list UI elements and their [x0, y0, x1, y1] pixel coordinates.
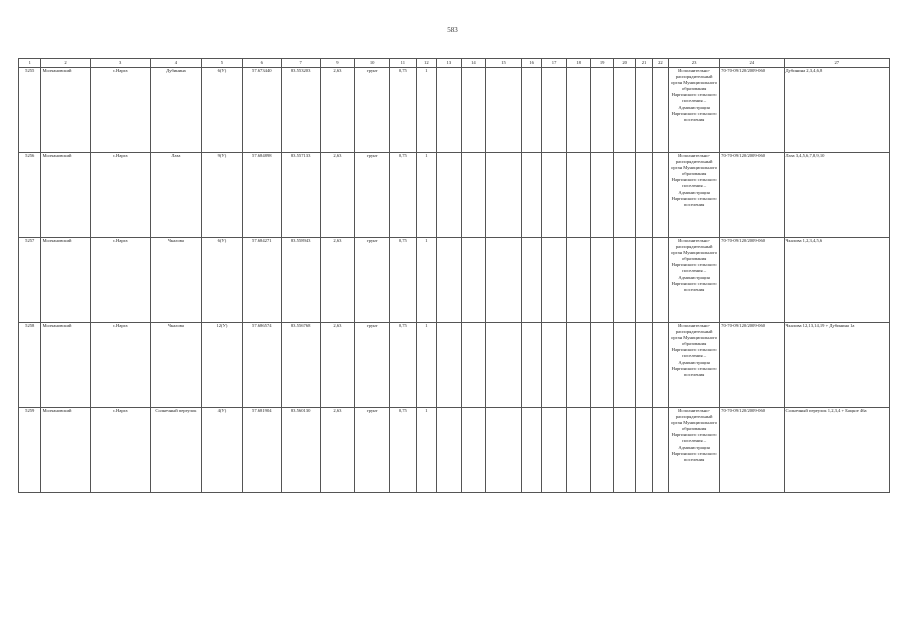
- cell-area: 2,63: [320, 323, 355, 408]
- cell-lon: 83.558943: [281, 238, 320, 323]
- cell-empty: [461, 408, 486, 493]
- cell-district: Молчановский: [41, 323, 90, 408]
- cell-empty: [591, 408, 613, 493]
- cell-district: Молчановский: [41, 68, 90, 153]
- cell-lat: 57.686574: [242, 323, 281, 408]
- cell-empty: [636, 153, 652, 238]
- cell-addresses: Лаза 3,4,5,6,7,8,9,10: [784, 153, 889, 238]
- cell-street: Чкалова: [150, 323, 201, 408]
- cell-reg: 70-70-09/120/2009-060: [720, 153, 784, 238]
- cell-count: 1: [416, 238, 436, 323]
- cell-settlement: с.Нарга: [90, 153, 150, 238]
- cell-reg: 70-70-09/120/2009-060: [720, 323, 784, 408]
- cell-empty: [521, 408, 541, 493]
- cell-empty: [591, 238, 613, 323]
- column-header: 2: [41, 59, 90, 68]
- cell-empty: [521, 323, 541, 408]
- cell-code: 9(У): [201, 153, 242, 238]
- cell-empty: [437, 408, 462, 493]
- table-row: [19, 238, 890, 323]
- cell-owner: Исполнительно-распорядительный орган Муниципального образования Наргинского сельского поселения – Администрация Наргинского сельского поселения: [669, 153, 720, 238]
- cell-empty: [652, 408, 668, 493]
- cell-empty: [613, 238, 635, 323]
- cell-lon: 83.560130: [281, 408, 320, 493]
- cell-empty: [461, 153, 486, 238]
- column-header: 17: [542, 59, 567, 68]
- cell-num: 5258: [19, 323, 41, 408]
- cell-count: 1: [416, 153, 436, 238]
- cell-empty: [636, 323, 652, 408]
- cell-empty: [542, 68, 567, 153]
- column-header: 22: [652, 59, 668, 68]
- column-header: 15: [486, 59, 522, 68]
- table-row: [19, 68, 890, 153]
- cell-reg: 70-70-09/120/2009-060: [720, 408, 784, 493]
- cell-num: 5259: [19, 408, 41, 493]
- table-row: [19, 408, 890, 493]
- cell-district: Молчановский: [41, 408, 90, 493]
- cell-empty: [542, 323, 567, 408]
- cell-empty: [542, 408, 567, 493]
- cell-empty: [461, 238, 486, 323]
- cell-district: Молчановский: [41, 238, 90, 323]
- cell-num: 5255: [19, 68, 41, 153]
- column-header: 16: [521, 59, 541, 68]
- cell-empty: [461, 323, 486, 408]
- cell-empty: [566, 153, 591, 238]
- column-header: 5: [201, 59, 242, 68]
- cell-count: 1: [416, 323, 436, 408]
- cell-empty: [613, 153, 635, 238]
- cell-lon: 83.553203: [281, 68, 320, 153]
- cell-lat: 57.684271: [242, 238, 281, 323]
- cell-code: 4(У): [201, 408, 242, 493]
- table-row: [19, 153, 890, 238]
- column-header: 18: [566, 59, 591, 68]
- cell-code: 6(У): [201, 238, 242, 323]
- cell-empty: [521, 68, 541, 153]
- cell-surface: грунт: [355, 408, 390, 493]
- cell-volume: 0,75: [390, 323, 417, 408]
- column-header: 14: [461, 59, 486, 68]
- cell-empty: [542, 238, 567, 323]
- cell-reg: 70-70-09/120/2009-060: [720, 238, 784, 323]
- cell-addresses: Солнечный переулок 1,2,3,4 + Бацкое 46а: [784, 408, 889, 493]
- column-header: 10: [355, 59, 390, 68]
- cell-street: Лаза: [150, 153, 201, 238]
- column-header: 4: [150, 59, 201, 68]
- cell-volume: 0,75: [390, 68, 417, 153]
- cell-lon: 83.557133: [281, 153, 320, 238]
- cell-empty: [521, 238, 541, 323]
- cell-reg: 70-70-09/120/2009-060: [720, 68, 784, 153]
- cell-lat: 57.684898: [242, 153, 281, 238]
- cell-empty: [566, 408, 591, 493]
- cell-lon: 83.556768: [281, 323, 320, 408]
- cell-volume: 0,75: [390, 238, 417, 323]
- cell-empty: [636, 68, 652, 153]
- cell-area: 2,63: [320, 68, 355, 153]
- cell-empty: [486, 153, 522, 238]
- column-header: 9: [320, 59, 355, 68]
- cell-empty: [613, 323, 635, 408]
- table-row: [19, 323, 890, 408]
- column-header: 21: [636, 59, 652, 68]
- cell-empty: [652, 68, 668, 153]
- cell-empty: [591, 68, 613, 153]
- cell-addresses: Чкалова 1,2,3,4,5,6: [784, 238, 889, 323]
- header-row: [19, 59, 890, 68]
- column-header: 13: [437, 59, 462, 68]
- cell-count: 1: [416, 408, 436, 493]
- cell-empty: [486, 238, 522, 323]
- cell-settlement: с.Нарга: [90, 408, 150, 493]
- column-header: 6: [242, 59, 281, 68]
- cell-empty: [636, 408, 652, 493]
- cell-area: 2,63: [320, 408, 355, 493]
- column-header: 19: [591, 59, 613, 68]
- cell-empty: [486, 408, 522, 493]
- cell-empty: [652, 153, 668, 238]
- cell-empty: [486, 323, 522, 408]
- cell-area: 2,63: [320, 153, 355, 238]
- cell-empty: [636, 238, 652, 323]
- column-header: 7: [281, 59, 320, 68]
- cell-street: Солнечный переулок: [150, 408, 201, 493]
- column-header: 23: [669, 59, 720, 68]
- cell-surface: грунт: [355, 323, 390, 408]
- cell-volume: 0,75: [390, 408, 417, 493]
- cell-empty: [437, 68, 462, 153]
- cell-street: Чкалова: [150, 238, 201, 323]
- cell-lat: 57.673440: [242, 68, 281, 153]
- cell-street: Дубинина: [150, 68, 201, 153]
- cell-code: 6(У): [201, 68, 242, 153]
- cell-surface: грунт: [355, 238, 390, 323]
- registry-table: [18, 58, 890, 493]
- cell-empty: [566, 323, 591, 408]
- column-header: 12: [416, 59, 436, 68]
- cell-empty: [461, 68, 486, 153]
- cell-empty: [591, 153, 613, 238]
- cell-owner: Исполнительно-распорядительный орган Муниципального образования Наргинского сельского поселения – Администрация Наргинского сельского поселения: [669, 238, 720, 323]
- cell-lat: 57.681904: [242, 408, 281, 493]
- column-header: 3: [90, 59, 150, 68]
- cell-surface: грунт: [355, 68, 390, 153]
- cell-owner: Исполнительно-распорядительный орган Муниципального образования Наргинского сельского поселения – Администрация Наргинского сельского поселения: [669, 408, 720, 493]
- cell-area: 2,63: [320, 238, 355, 323]
- cell-empty: [591, 323, 613, 408]
- cell-addresses: Дубинина 2,3,4,6,8: [784, 68, 889, 153]
- cell-empty: [437, 238, 462, 323]
- cell-addresses: Чкалова 12,13,14,19 + Дубинина 1а: [784, 323, 889, 408]
- cell-code: 12(У): [201, 323, 242, 408]
- column-header: 1: [19, 59, 41, 68]
- cell-district: Молчановский: [41, 153, 90, 238]
- column-header: 27: [784, 59, 889, 68]
- cell-empty: [486, 68, 522, 153]
- cell-owner: Исполнительно-распорядительный орган Муниципального образования Наргинского сельского поселения – Администрация Наргинского сельского поселения: [669, 68, 720, 153]
- cell-empty: [652, 323, 668, 408]
- cell-num: 5257: [19, 238, 41, 323]
- cell-empty: [566, 238, 591, 323]
- cell-empty: [652, 238, 668, 323]
- cell-empty: [613, 68, 635, 153]
- cell-empty: [437, 153, 462, 238]
- cell-count: 1: [416, 68, 436, 153]
- column-header: 24: [720, 59, 784, 68]
- column-header: 20: [613, 59, 635, 68]
- cell-volume: 0,75: [390, 153, 417, 238]
- cell-surface: грунт: [355, 153, 390, 238]
- page-number: 583: [447, 26, 458, 34]
- cell-settlement: с.Нарга: [90, 323, 150, 408]
- cell-owner: Исполнительно-распорядительный орган Муниципального образования Наргинского сельского поселения – Администрация Наргинского сельского поселения: [669, 323, 720, 408]
- cell-settlement: с.Нарга: [90, 238, 150, 323]
- cell-empty: [542, 153, 567, 238]
- cell-empty: [566, 68, 591, 153]
- cell-num: 5256: [19, 153, 41, 238]
- cell-empty: [521, 153, 541, 238]
- column-header: 11: [390, 59, 417, 68]
- cell-settlement: с.Нарга: [90, 68, 150, 153]
- cell-empty: [613, 408, 635, 493]
- cell-empty: [437, 323, 462, 408]
